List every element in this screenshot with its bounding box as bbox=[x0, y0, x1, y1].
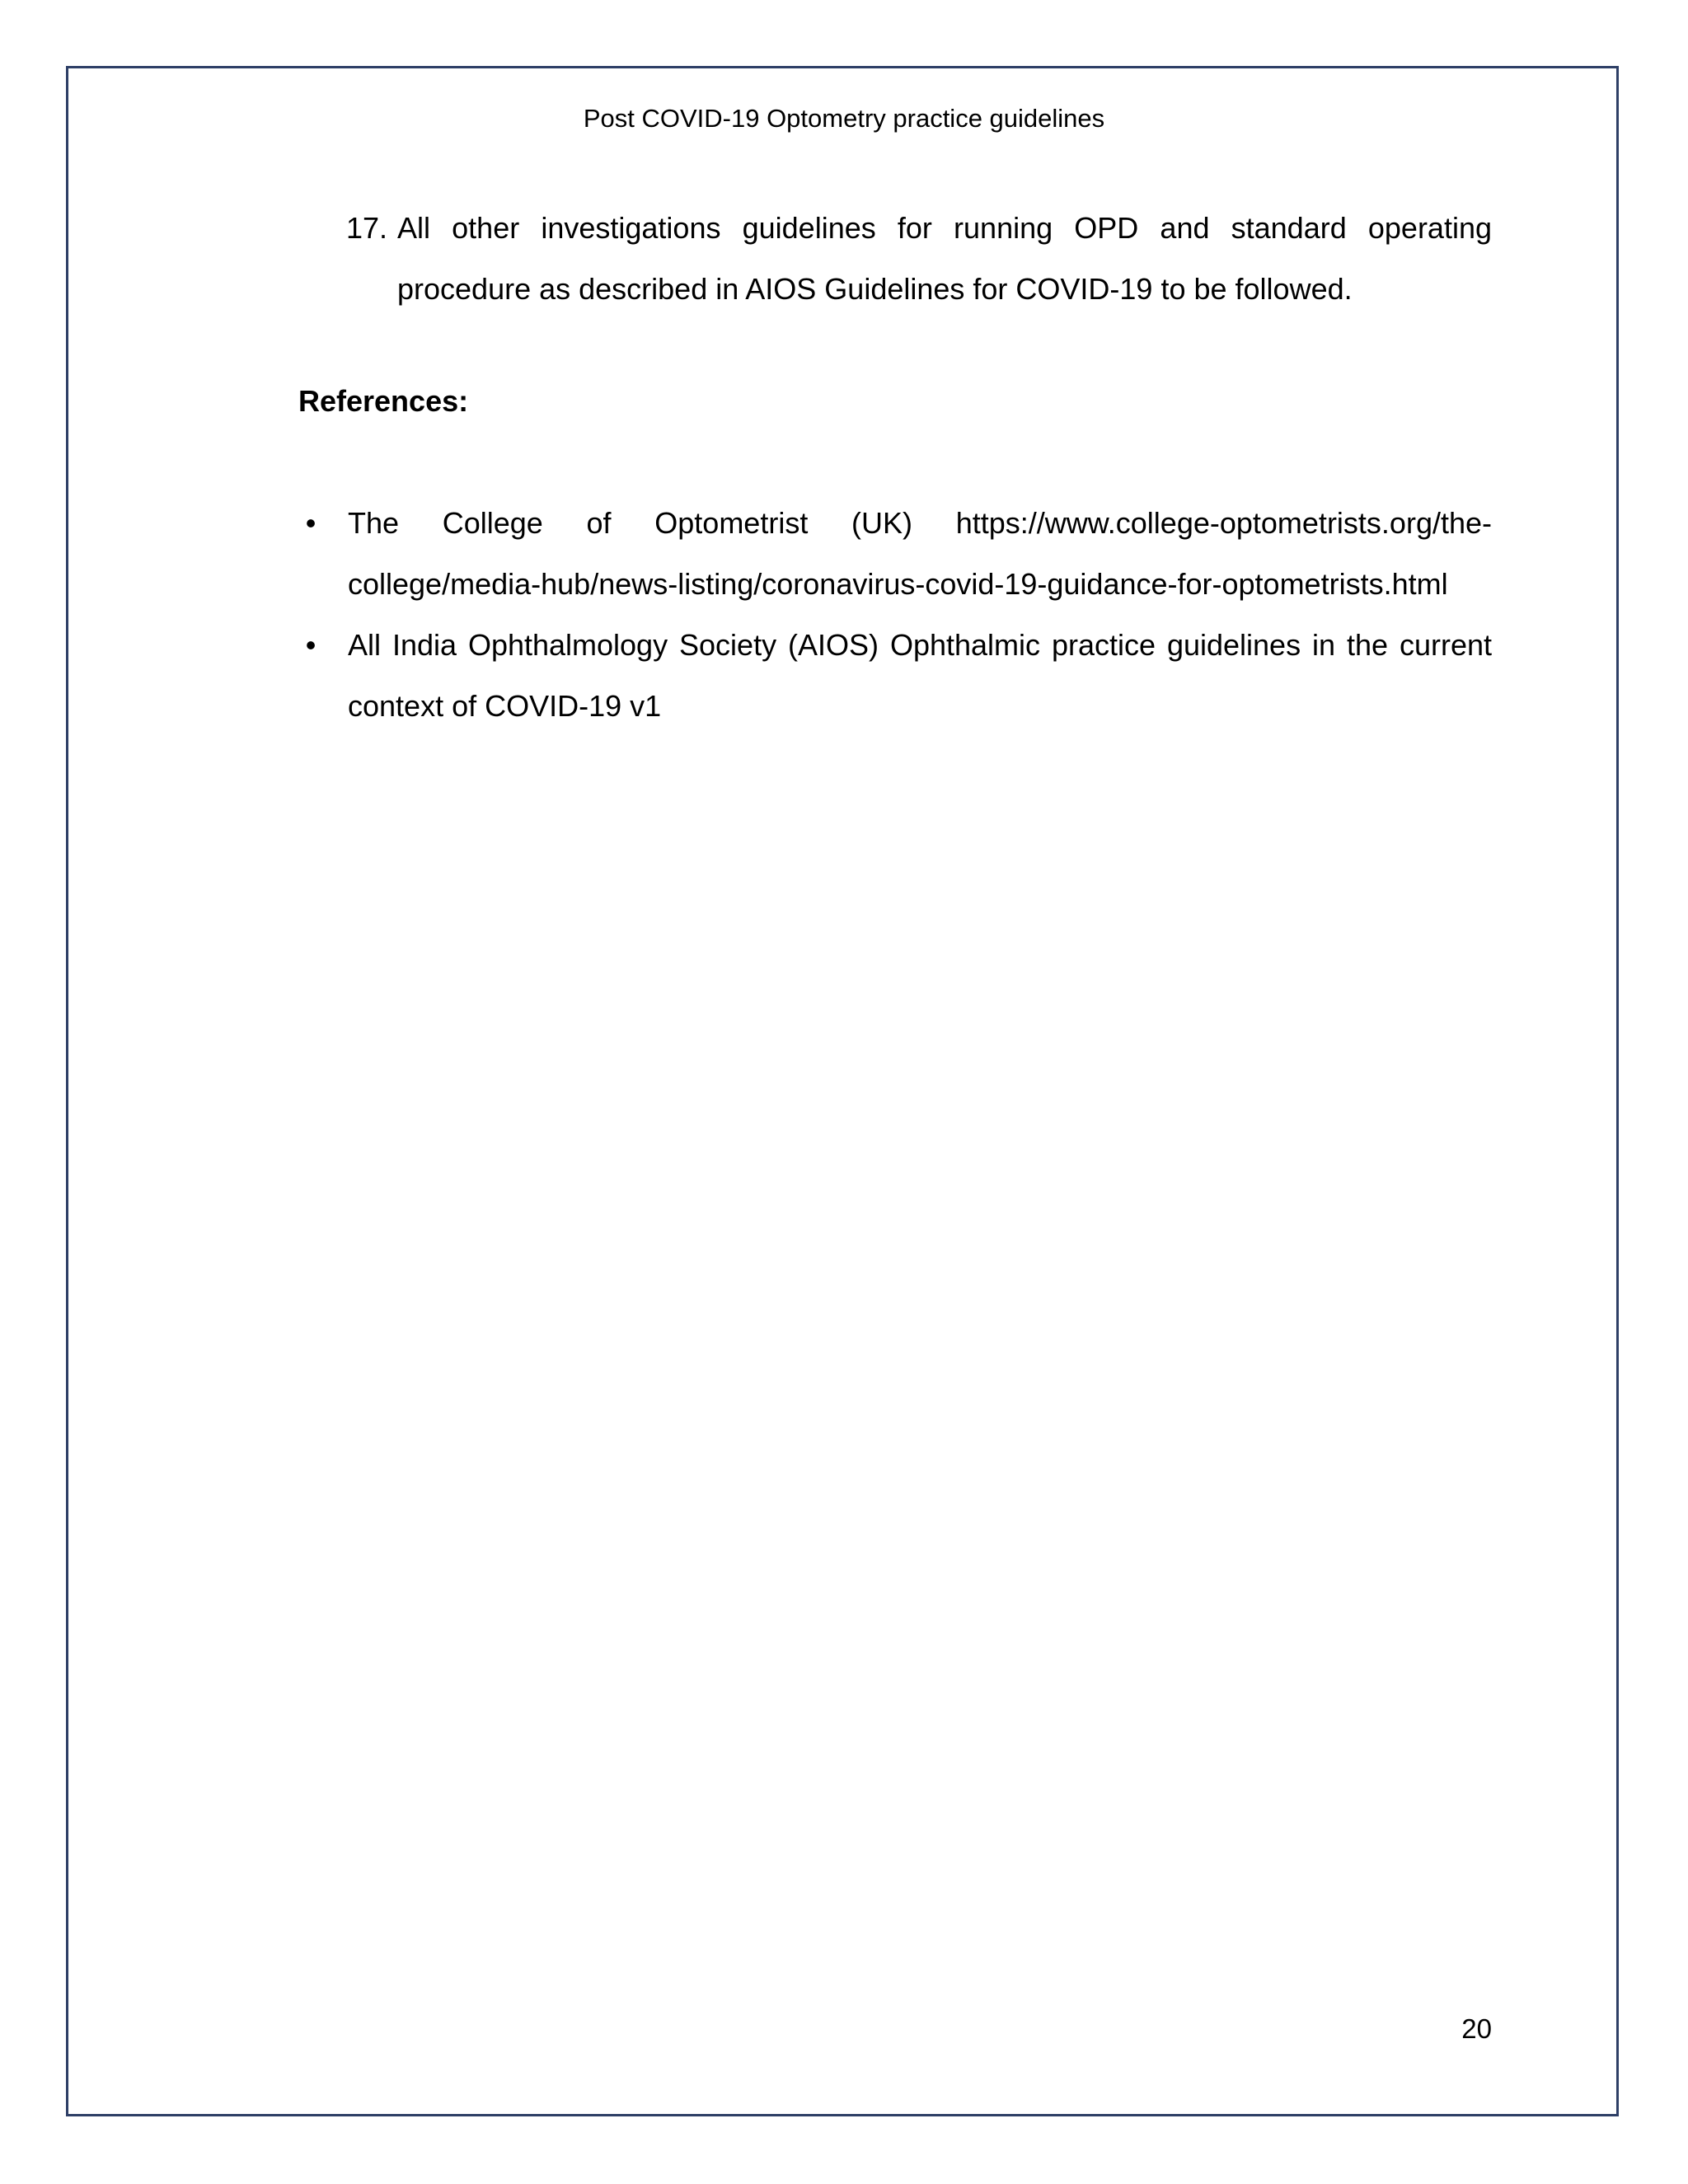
reference-item bbox=[298, 493, 1492, 615]
numbered-item-17 bbox=[346, 198, 1492, 320]
page-border bbox=[66, 66, 1619, 2116]
references-heading: References: bbox=[298, 384, 469, 418]
item-number: 17. bbox=[346, 211, 388, 245]
item-text: All other investigations guidelines for running OPD and standard operating procedure as described in AIOS Guidelines for COVID-19 to be followed. bbox=[397, 211, 1492, 306]
running-header: Post COVID-19 Optometry practice guidelines bbox=[583, 104, 1105, 133]
reference-text: The College of Optometrist (UK) https://www.college-optometrists.org/the-college/media-hub/news-listing/coronavirus-covid-19-guidance-for-optometrists.html bbox=[348, 506, 1492, 601]
bullet-icon: • bbox=[305, 506, 316, 540]
page-number: 20 bbox=[1461, 2013, 1492, 2044]
reference-item bbox=[298, 615, 1492, 737]
bullet-icon: • bbox=[305, 628, 316, 662]
reference-text: All India Ophthalmology Society (AIOS) Ophthalmic practice guidelines in the current context of COVID-19 v1 bbox=[348, 628, 1492, 723]
reference-list bbox=[298, 493, 1492, 737]
